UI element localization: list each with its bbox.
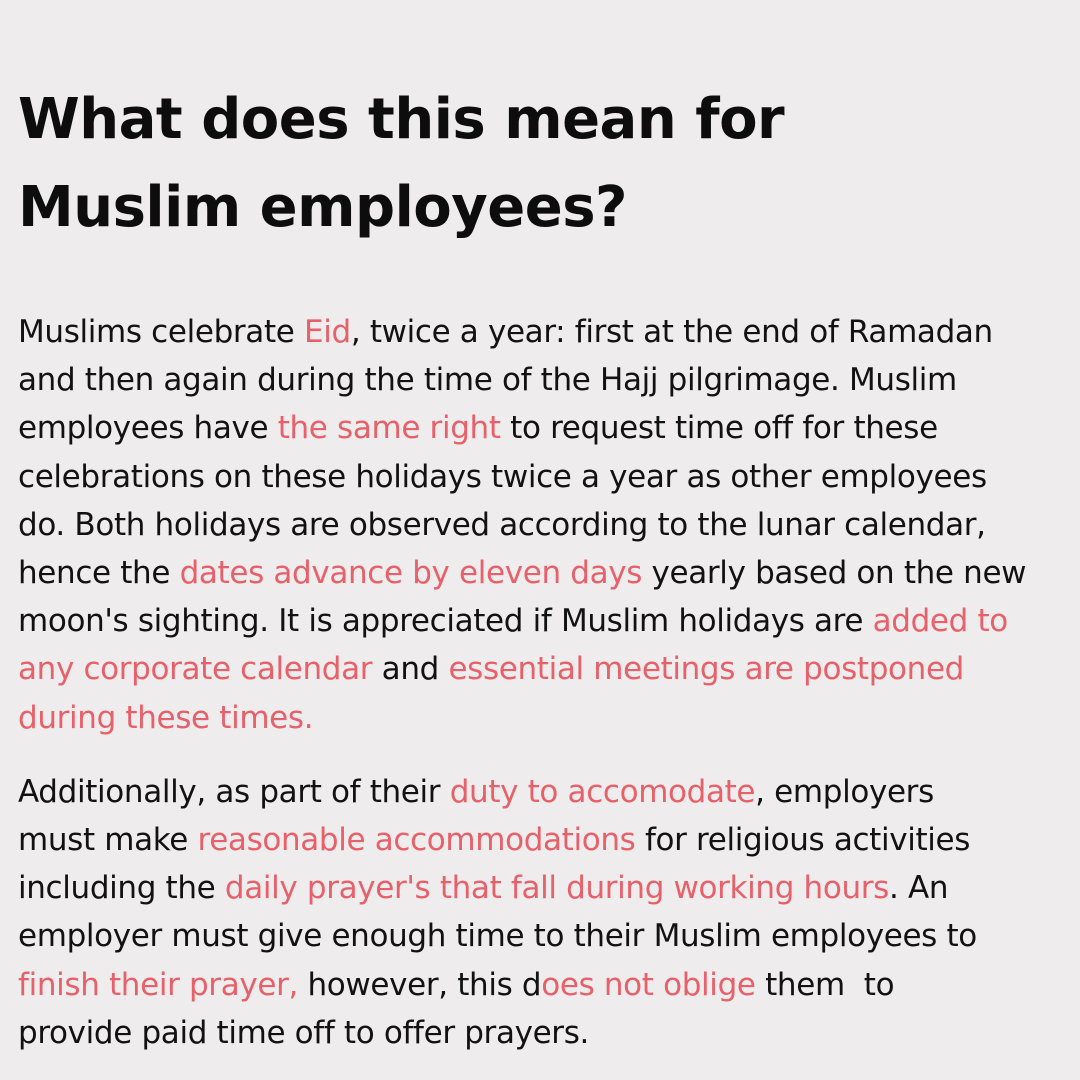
text-line — [18, 816, 1080, 864]
highlight-not-oblige: oes not oblige — [541, 966, 756, 1003]
paragraph-eid-holidays — [18, 308, 1080, 742]
title-line-1: What does this mean for — [18, 87, 785, 152]
highlight-corporate-calendar: any corporate calendar — [18, 651, 373, 688]
text-line — [18, 694, 1080, 742]
body-text: , twice a year: first at the end of Ramadan — [350, 314, 993, 350]
page-title — [18, 76, 1080, 252]
body-text: moon's sighting. It is appreciated if Muslim holidays are — [18, 603, 873, 640]
body-text: employer must give enough time to their Muslim employees to — [18, 918, 977, 955]
body-text: . An — [888, 870, 949, 907]
highlight-these-times: during these times. — [18, 699, 314, 736]
body-text: however, this d — [297, 966, 542, 1003]
text-line — [18, 768, 1080, 816]
paragraph-accommodations — [18, 768, 1080, 1057]
highlight-finish-prayer: finish their prayer, — [18, 966, 298, 1003]
body-text: Additionally, as part of their — [18, 773, 450, 810]
body-text: to request time off for these — [500, 410, 938, 447]
body-text: and then again during the time of the Hajj pilgrimage. Muslim — [18, 362, 957, 399]
body-text: Muslims celebrate — [18, 314, 304, 350]
text-line — [18, 597, 1080, 645]
body-text: hence the — [18, 555, 180, 592]
highlight-dates-advance: dates advance by eleven days — [179, 555, 643, 592]
body-text: yearly based on the new — [642, 555, 1027, 592]
text-line — [18, 912, 1080, 960]
text-line — [18, 308, 1080, 356]
text-line — [18, 549, 1080, 597]
text-line — [18, 961, 1080, 1009]
body-text: do. Both holidays are observed according to the lunar calendar, — [18, 506, 986, 543]
highlight-meetings-postponed: essential meetings are postponed — [448, 651, 964, 688]
body-text: including the — [18, 870, 225, 907]
body-text: , employers — [755, 773, 934, 810]
highlight-duty-to-accomodate: duty to accomodate — [449, 773, 756, 810]
text-line — [18, 453, 1080, 501]
highlight-eid: Eid — [303, 314, 351, 350]
text-line — [18, 501, 1080, 549]
highlight-added-to: added to — [872, 603, 1008, 640]
text-line — [18, 645, 1080, 693]
body-text: and — [372, 651, 449, 688]
highlight-reasonable-accommodations: reasonable accommodations — [197, 822, 636, 859]
text-line — [18, 864, 1080, 912]
body-text: them to — [755, 966, 895, 1003]
body-text: employees have — [18, 410, 278, 447]
body-text: for religious activities — [635, 822, 971, 859]
text-line — [18, 356, 1080, 404]
text-line — [18, 1009, 1080, 1057]
body-text: provide paid time off to offer prayers. — [18, 1014, 590, 1051]
highlight-same-right: the same right — [277, 410, 501, 447]
body-text: must make — [18, 822, 198, 859]
text-line — [18, 404, 1080, 452]
body-text: celebrations on these holidays twice a year as other employees — [18, 458, 987, 495]
highlight-daily-prayer: daily prayer's that fall during working hours — [224, 870, 889, 907]
title-line-2: Muslim employees? — [18, 175, 628, 240]
